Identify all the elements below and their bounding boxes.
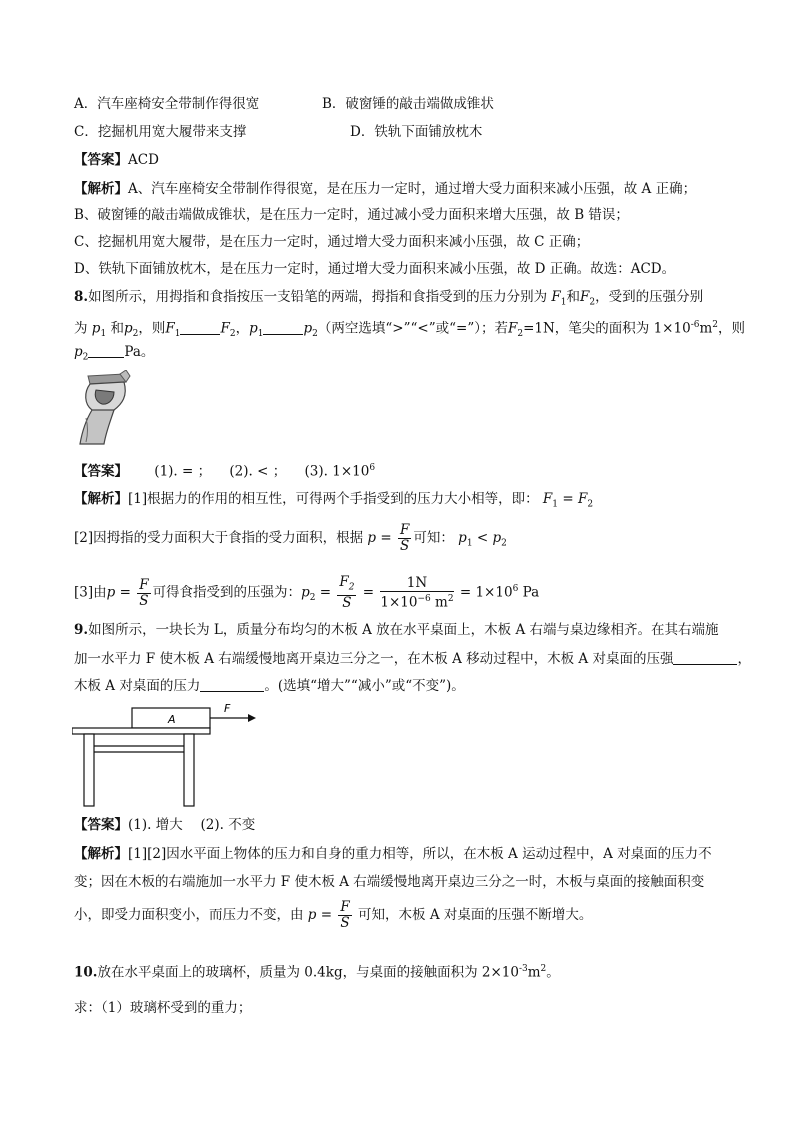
- q7-answer: 【答案】ACD: [74, 152, 159, 168]
- option-c: C．挖掘机用宽大履带来支撑: [74, 124, 247, 140]
- q8-analysis-3: [3]由p = $\frac{F}{S}$ 可得食指受到的压强为：$p_2$ = $\frac{F_2}{S}$ = $\frac{1N}{1\times 10^{-6} m^2}$ = $1\times 10^6$ Pa: [74, 573, 540, 612]
- q8-answer: 【答案】 (1). = ； (2). < ； (3). $1\times 10^6$: [74, 463, 376, 480]
- q8-text-3: $p_2$ Pa。: [74, 344, 155, 363]
- q8-analysis-2: [2]因拇指的受力面积大于食指的受力面积，根据 p = $\frac{F}{S}$ 可知： $p_1 < p_2$: [74, 522, 507, 554]
- q9-text-3: 木板 A 对桌面的压力 。(选填“增大”“减小”或“不变”)。: [74, 678, 465, 694]
- q9-table-board-figure: [72, 700, 272, 808]
- q8-text-1: 8.如图所示，用拇指和食指按压一支铅笔的两端，拇指和食指受到的压力分别为 $F_1$和$F_2$，受到的压强分别: [74, 289, 704, 308]
- q7-analysis-4: D、铁轨下面铺放枕木，是在压力一定时，通过增大受力面积来减小压强，故 D 正确。故选：ACD。: [74, 261, 676, 277]
- q10-text-1: 10.放在水平桌面上的玻璃杯，质量为 0.4kg，与桌面的接触面积为 $2\times 10^{-3}m^2$。: [74, 964, 560, 981]
- q9-text-1: 9.如图所示，一块长为 L，质量分布均匀的木板 A 放在水平桌面上，木板 A 右端与桌边缘相齐。在其右端施: [74, 622, 719, 638]
- q9-analysis-1: 【解析】[1][2]因水平面上物体的压力和自身的重力相等，所以，在木板 A 运动过程中，A 对桌面的压力不: [74, 846, 712, 862]
- q7-analysis-1: 【解析】A、汽车座椅安全带制作得很宽，是在压力一定时，通过增大受力面积来减小压强，故 A 正确；: [74, 181, 697, 197]
- option-b: B．破窗锤的敲击端做成锥状: [322, 96, 494, 112]
- q8-text-2: 为 $p_1$ 和$p_2$，则$F_1$ $F_2$，$p_1$ $p_2$（两空选填“>”“<”或“=”）；若$F_2=1N$，笔尖的面积为 $1\times 10^{-6}m^2$，则: [74, 320, 746, 340]
- q9-text-2: 加一水平力 F 使木板 A 右端缓慢地离开桌边三分之一，在木板 A 移动过程中，木板 A 对桌面的压强 ，: [74, 651, 751, 667]
- q9-answer: 【答案】(1). 增大 (2). 不变: [74, 817, 256, 833]
- q7-analysis-2: B、破窗锤的敲击端做成锥状，是在压力一定时，通过减小受力面积来增大压强，故 B 错误；: [74, 207, 629, 223]
- q9-analysis-3: 小，即受力面积变小，而压力不变，由 p = $\frac{F}{S}$ 可知，木板 A 对桌面的压强不断增大。: [74, 899, 593, 931]
- q8-hand-pencil-figure: [74, 370, 138, 446]
- option-a: A．汽车座椅安全带制作得很宽: [74, 96, 260, 112]
- q7-analysis-3: C、挖掘机用宽大履带，是在压力一定时，通过增大受力面积来减小压强，故 C 正确；: [74, 234, 590, 250]
- option-d: D．铁轨下面铺放枕木: [350, 124, 483, 140]
- q8-analysis-1: 【解析】[1]根据力的作用的相互性，可得两个手指受到的压力大小相等，即： $F_1 = F_2$: [74, 491, 594, 510]
- q9-analysis-2: 变；因在木板的右端施加一水平力 F 使木板 A 右端缓慢地离开桌边三分之一时，木板与桌面的接触面积变: [74, 874, 705, 890]
- q10-text-2: 求：（1）玻璃杯受到的重力；: [74, 1000, 252, 1016]
- board-label-a: A: [168, 713, 176, 726]
- force-label-f: F: [224, 702, 231, 715]
